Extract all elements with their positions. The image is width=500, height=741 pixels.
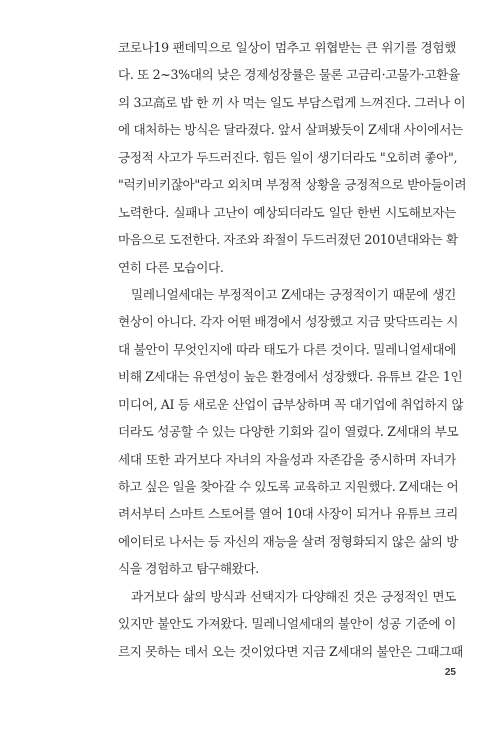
text-line: 의 3고高로 밥 한 끼 사 먹는 일도 부담스럽게 느껴진다. 그러나 이: [118, 94, 466, 110]
paragraph-1: [118, 34, 467, 281]
text-line: 밀레니얼세대는 부정적이고 Z세대는 긍정적이기 때문에 생긴: [131, 286, 456, 302]
text-line: 현상이 아니다. 각자 어떤 배경에서 성장했고 지금 맞닥뜨리는 시: [118, 314, 459, 330]
page-number: 25: [444, 667, 456, 678]
text-line: 하고 싶은 일을 찾아갈 수 있도록 교육하고 지원했다. Z세대는 어: [118, 479, 459, 494]
text-line: 에이터로 나서는 등 자신의 재능을 살려 정형화되지 않은 삶의 방: [118, 533, 459, 549]
text-line: 세대 또한 과거보다 자녀의 자율성과 자존감을 중시하며 자녀가: [118, 451, 456, 467]
text-line: 마음으로 도전한다. 자조와 좌절이 두드러졌던 2010년대와는 확: [118, 232, 458, 248]
text-line: 긍정적 사고가 두드러진다. 힘든 일이 생기더라도 "오히려 좋아",: [118, 149, 458, 165]
paragraph-2: [118, 281, 464, 583]
text-line: 있지만 불안도 가져왔다. 밀레니얼세대의 불안이 성공 기준에 이: [118, 616, 456, 632]
text-line: 르지 못하는 데서 오는 것이었다면 지금 Z세대의 불안은 그때그때: [118, 643, 463, 659]
text-line: 비해 Z세대는 유연성이 높은 환경에서 성장했다. 유튜브 같은 1인: [118, 369, 463, 385]
text-line: 노력한다. 실패나 고난이 예상되더라도 일단 한번 시도해보자는: [118, 204, 456, 220]
text-line: 식을 경험하고 탐구해왔다.: [118, 561, 259, 577]
text-line: 코로나19 팬데믹으로 일상이 멈추고 위협받는 큰 위기를 경험했: [118, 40, 456, 55]
text-line: 다. 또 2~3%대의 낮은 경제성장률은 물론 고금리·고물가·고환율: [118, 67, 460, 83]
text-line: 과거보다 삶의 방식과 선택지가 다양해진 것은 긍정적인 면도: [131, 588, 456, 604]
text-line: 대 불안이 무엇인지에 따라 태도가 다른 것이다. 밀레니얼세대에: [118, 341, 456, 357]
text-line: 에 대처하는 방식은 달라졌다. 앞서 살펴봤듯이 Z세대 사이에서는: [118, 122, 463, 138]
text-line: 연히 다른 모습이다.: [118, 259, 224, 275]
text-line: 려서부터 스마트 스토어를 열어 10대 사장이 되거나 유튜브 크리: [118, 506, 458, 522]
body-text: [118, 34, 467, 665]
text-line: "럭키비키잖아"라고 외치며 부정적 상황을 긍정적으로 받아들이려: [118, 177, 467, 193]
text-line: 더라도 성공할 수 있는 다양한 기회와 길이 열렸다. Z세대의 부모: [118, 424, 459, 440]
text-line: 미디어, AI 등 새로운 산업이 급부상하며 꼭 대기업에 취업하지 않: [118, 396, 464, 412]
paragraph-3: [118, 583, 463, 665]
